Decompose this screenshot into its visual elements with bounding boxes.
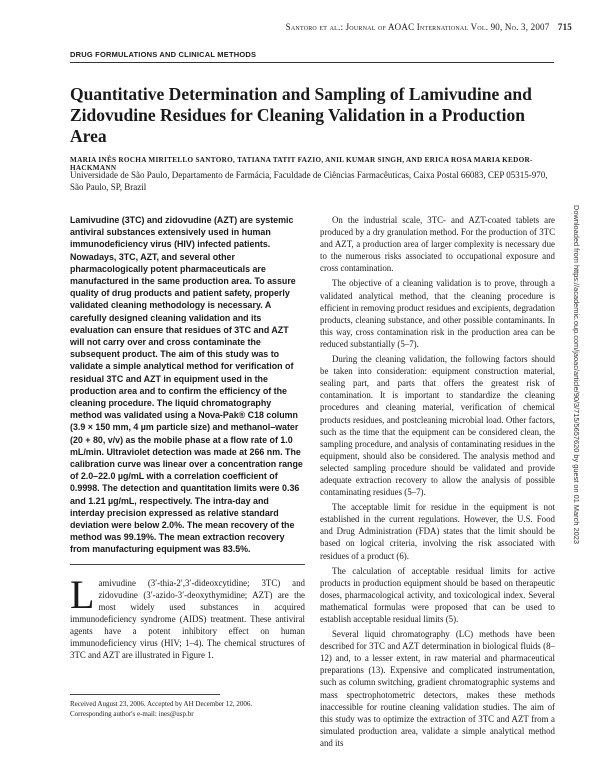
author-email: Corresponding author's e-mail: ines@usp.br — [70, 709, 194, 718]
header-rule — [70, 62, 554, 63]
body-paragraph: Several liquid chromatography (LC) methods have been described for 3TC and AZT determination in biological fluids (8–12) and, to a lesser extent, in raw material and pharmaceutical preparations (13). Expensive and complicated instrumentation, such as column switching, gradient chromatographic systems and mass spectrophotometric detectors, makes these methods inaccessible for routine cleaning validation studies. The aim of this study was to optimize the extraction of 3TC and AZT from a simulated production area, validate a simple analytical method and its — [320, 629, 555, 748]
footnote-rule — [70, 694, 220, 695]
body-paragraph: The calculation of acceptable residual limits for active products in production equipment should be based on therapeutic doses, pharmacological activity, and toxicological index. Several mathematical formulas were proposed that can be used to establish acceptable residual limits (5). — [320, 565, 555, 624]
drop-cap: L — [70, 571, 95, 617]
page-number: 715 — [557, 22, 572, 32]
body-paragraph: On the industrial scale, 3TC- and AZT-coated tablets are produced by a dry granulation method. For the production of 3TC and AZT, a production area of larger complexity is necessary due to the numerous risks associated to occupational exposure and cross contamination. — [320, 215, 555, 274]
intro-text: amivudine (3′-thia-2′,3′-dideoxcytidine; 3TC) and zidovudine (3′-azido-3′-deoxythymidine; AZT) are the most widely used substances in acquired immunodeficiency syndrome (AIDS) treatment. These antiviral agents have a potent inhibitory effect on human immunodeficiency virus (HIV; 1–4). The chemical structures of 3TC and AZT are illustrated in Figure 1. — [70, 577, 305, 661]
download-note: Downloaded from https://academic.oup.com/jaoac/article/90/3/715/5657620 by guest on 01 March 2023 — [572, 205, 581, 544]
running-head-text: Santoro et al.: Journal of AOAC International Vol. 90, No. 3, 2007 — [285, 22, 550, 32]
body-paragraph: The acceptable limit for residue in the equipment is not established in the current regulations. However, the U.S. Food and Drug Administration (FDA) states that the limit should be based on logical criteria, involving the risk associated with residues of a product (6). — [320, 502, 555, 561]
intro-paragraph — [70, 571, 305, 662]
body-paragraph: During the cleaning validation, the following factors should be taken into consideration: equipment construction material, sealing part, and parts that offers the greatest risk of contamination. It is important to standardize the cleaning procedures and cleaning material, verification of chemical products residues, and postcleaning microbial load. Other factors, such as the time that the equipment can be considered clean, the sampling procedure, and analysis of contaminating residues in the equipment, should also be considered. The analysis method and selected sampling procedure should be validated and provide adequate extraction recovery to allow the analysis of possible contaminating residues (5–7). — [320, 354, 555, 498]
abstract: Lamivudine (3TC) and zidovudine (AZT) are systemic antiviral substances extensively used in human immunodeficiency virus (HIV) infected patients. Nowadays, 3TC, AZT, and several other pharmacologically potent pharmaceuticals are manufactured in the same production area. To assure quality of drug products and patient safety, properly validated cleaning methodology is necessary. A carefully designed cleaning validation and its evaluation can ensure that residues of 3TC and AZT will not carry over and cross contaminate the subsequent product. The aim of this study was to validate a simple analytical method for verification of residual 3TC and AZT in equipment used in the production area and to confirm the efficiency of the cleaning procedure. The liquid chromatography method was validated using a Nova-Pak® C18 column (3.9 × 150 mm, 4 µm particle size) and methanol–water (20 + 80, v/v) as the mobile phase at a flow rate of 1.0 mL/min. Ultraviolet detection was made at 266 nm. The calibration curve was linear over a concentration range of 2.0–22.0 µg/mL with a correlation coefficient of 0.9998. The detection and quantitation limits were 0.36 and 1.21 µg/mL, respectively. The intra-day and interday precision expressed as relative standard deviation were below 2.0%. The mean recovery of the method was 99.19%. The mean extraction recovery from manufacturing equipment was 83.5%. — [70, 215, 303, 555]
author-list: MARIA INÊS ROCHA MIRITELLO SANTORO, TATIANA TATIT FAZIO, ANIL KUMAR SINGH, AND ERICA ROSA MARIA KEDOR-HACKMANN — [70, 156, 533, 172]
footnote — [70, 700, 310, 719]
affiliation: Universidade de São Paulo, Departamento de Farmácia, Faculdade de Ciências Farmacêuticas, Caixa Postal 66083, CEP 05315-970, São Paulo, SP, Brazil — [70, 170, 548, 192]
left-column — [70, 214, 305, 661]
right-column — [320, 214, 555, 752]
body-paragraph: The objective of a cleaning validation is to prove, through a validated analytical method, that the cleaning procedure is efficient in removing product residues and excipients, degradation products, cleaning substance, and other possible contaminants. In this way, cross contamination risk in the production area can be reduced substantially (5–7). — [320, 278, 555, 349]
running-head — [286, 22, 572, 32]
abstract-divider — [70, 564, 305, 565]
download-watermark — [573, 205, 585, 685]
received-note: Received August 23, 2006. Accepted by AH December 12, 2006. — [70, 700, 253, 708]
article-title: Quantitative Determination and Sampling of Lamivudine and Zidovudine Residues for Cleaning Validation in a Production Area — [70, 84, 532, 146]
section-label: DRUG FORMULATIONS AND CLINICAL METHODS — [70, 50, 257, 59]
